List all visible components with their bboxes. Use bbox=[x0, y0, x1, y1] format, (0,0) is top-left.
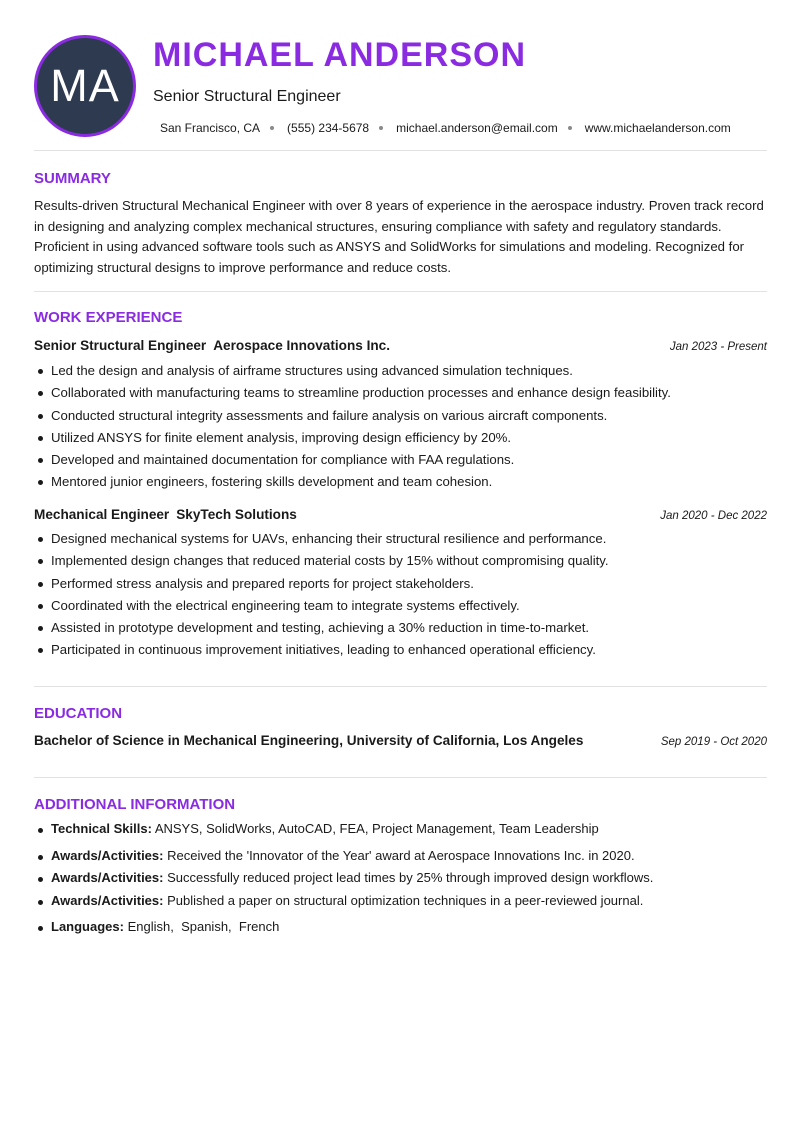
job-bullets bbox=[34, 528, 774, 662]
section-title-additional: ADDITIONAL INFORMATION bbox=[34, 796, 236, 813]
list-item bbox=[34, 919, 279, 934]
job-role: Mechanical Engineer bbox=[34, 507, 170, 522]
education-dates: Sep 2019 - Oct 2020 bbox=[660, 736, 767, 748]
job-bullets bbox=[34, 360, 774, 494]
education-degree: Bachelor of Science in Mechanical Engineering, University of California, Los Angeles bbox=[34, 733, 584, 748]
list-item bbox=[34, 821, 599, 836]
list-item: Developed and maintained documentation for compliance with FAA regulations. bbox=[34, 449, 774, 471]
summary-text: Results-driven Structural Mechanical Engineer with over 8 years of experience in the aerospace industry. Proven track record in designing and analyzing complex mechanical structures, ensuring compliance with safety and regulatory standards. Proficient in using advanced software tools such as ANSYS and SolidWorks for simulations and modeling. Recognized for optimizing structural designs to improve performance and reduce costs. bbox=[34, 198, 764, 275]
job-dates: Jan 2020 - Dec 2022 bbox=[660, 510, 767, 522]
section-title-summary: SUMMARY bbox=[34, 170, 111, 187]
contact-phone: (555) 234-5678 bbox=[287, 121, 370, 135]
contact-location: San Francisco, CA bbox=[160, 121, 261, 135]
avatar-initials: MA bbox=[50, 60, 120, 111]
list-item bbox=[34, 870, 653, 885]
job-company: Aerospace Innovations Inc. bbox=[213, 338, 390, 353]
list-item: Designed mechanical systems for UAVs, enhancing their structural resilience and performance. bbox=[34, 528, 774, 550]
item-text: English, Spanish, French bbox=[127, 919, 280, 934]
job-role: Senior Structural Engineer bbox=[34, 338, 207, 353]
list-item: Led the design and analysis of airframe structures using advanced simulation techniques. bbox=[34, 360, 774, 382]
list-item: Coordinated with the electrical engineering team to integrate systems effectively. bbox=[34, 595, 774, 617]
list-item bbox=[34, 848, 635, 863]
item-label: Awards/Activities: bbox=[51, 870, 164, 885]
item-text: Published a paper on structural optimization techniques in a peer-reviewed journal. bbox=[167, 893, 644, 908]
list-item: Collaborated with manufacturing teams to streamline production processes and enhance design feasibility. bbox=[34, 382, 774, 404]
contact-line bbox=[160, 121, 731, 135]
item-label: Awards/Activities: bbox=[51, 893, 164, 908]
item-label: Technical Skills: bbox=[51, 821, 152, 836]
separator-dot bbox=[379, 126, 383, 130]
list-item: Utilized ANSYS for finite element analysis, improving design efficiency by 20%. bbox=[34, 427, 774, 449]
divider bbox=[34, 291, 767, 292]
section-title-experience: WORK EXPERIENCE bbox=[34, 309, 183, 326]
list-item: Mentored junior engineers, fostering skills development and team cohesion. bbox=[34, 471, 774, 493]
contact-email[interactable]: michael.anderson@email.com bbox=[396, 121, 558, 135]
item-label: Awards/Activities: bbox=[51, 848, 164, 863]
job-header bbox=[34, 338, 767, 353]
divider bbox=[34, 686, 767, 687]
divider bbox=[34, 150, 767, 151]
contact-website[interactable]: www.michaelanderson.com bbox=[584, 121, 731, 135]
list-item: Assisted in prototype development and testing, achieving a 30% reduction in time-to-market. bbox=[34, 617, 774, 639]
item-text: Successfully reduced project lead times by 25% through improved design workflows. bbox=[167, 870, 654, 885]
separator-dot bbox=[270, 126, 274, 130]
candidate-name: MICHAEL ANDERSON bbox=[153, 36, 527, 74]
item-text: ANSYS, SolidWorks, AutoCAD, FEA, Project Management, Team Leadership bbox=[154, 821, 599, 836]
job-company: SkyTech Solutions bbox=[176, 507, 297, 522]
divider bbox=[34, 777, 767, 778]
item-text: Received the 'Innovator of the Year' award at Aerospace Innovations Inc. in 2020. bbox=[167, 848, 635, 863]
job-header bbox=[34, 507, 767, 522]
avatar bbox=[34, 35, 136, 137]
list-item bbox=[34, 893, 643, 908]
job-title: Senior Structural Engineer bbox=[153, 88, 341, 105]
list-item: Conducted structural integrity assessments and failure analysis on various aircraft components. bbox=[34, 405, 774, 427]
job-dates: Jan 2023 - Present bbox=[669, 341, 767, 353]
item-label: Languages: bbox=[51, 919, 124, 934]
list-item: Implemented design changes that reduced material costs by 15% without compromising quality. bbox=[34, 550, 774, 572]
separator-dot bbox=[568, 126, 572, 130]
list-item: Performed stress analysis and prepared reports for project stakeholders. bbox=[34, 573, 774, 595]
section-title-education: EDUCATION bbox=[34, 705, 123, 722]
list-item: Participated in continuous improvement initiatives, leading to enhanced operational efficiency. bbox=[34, 639, 774, 661]
